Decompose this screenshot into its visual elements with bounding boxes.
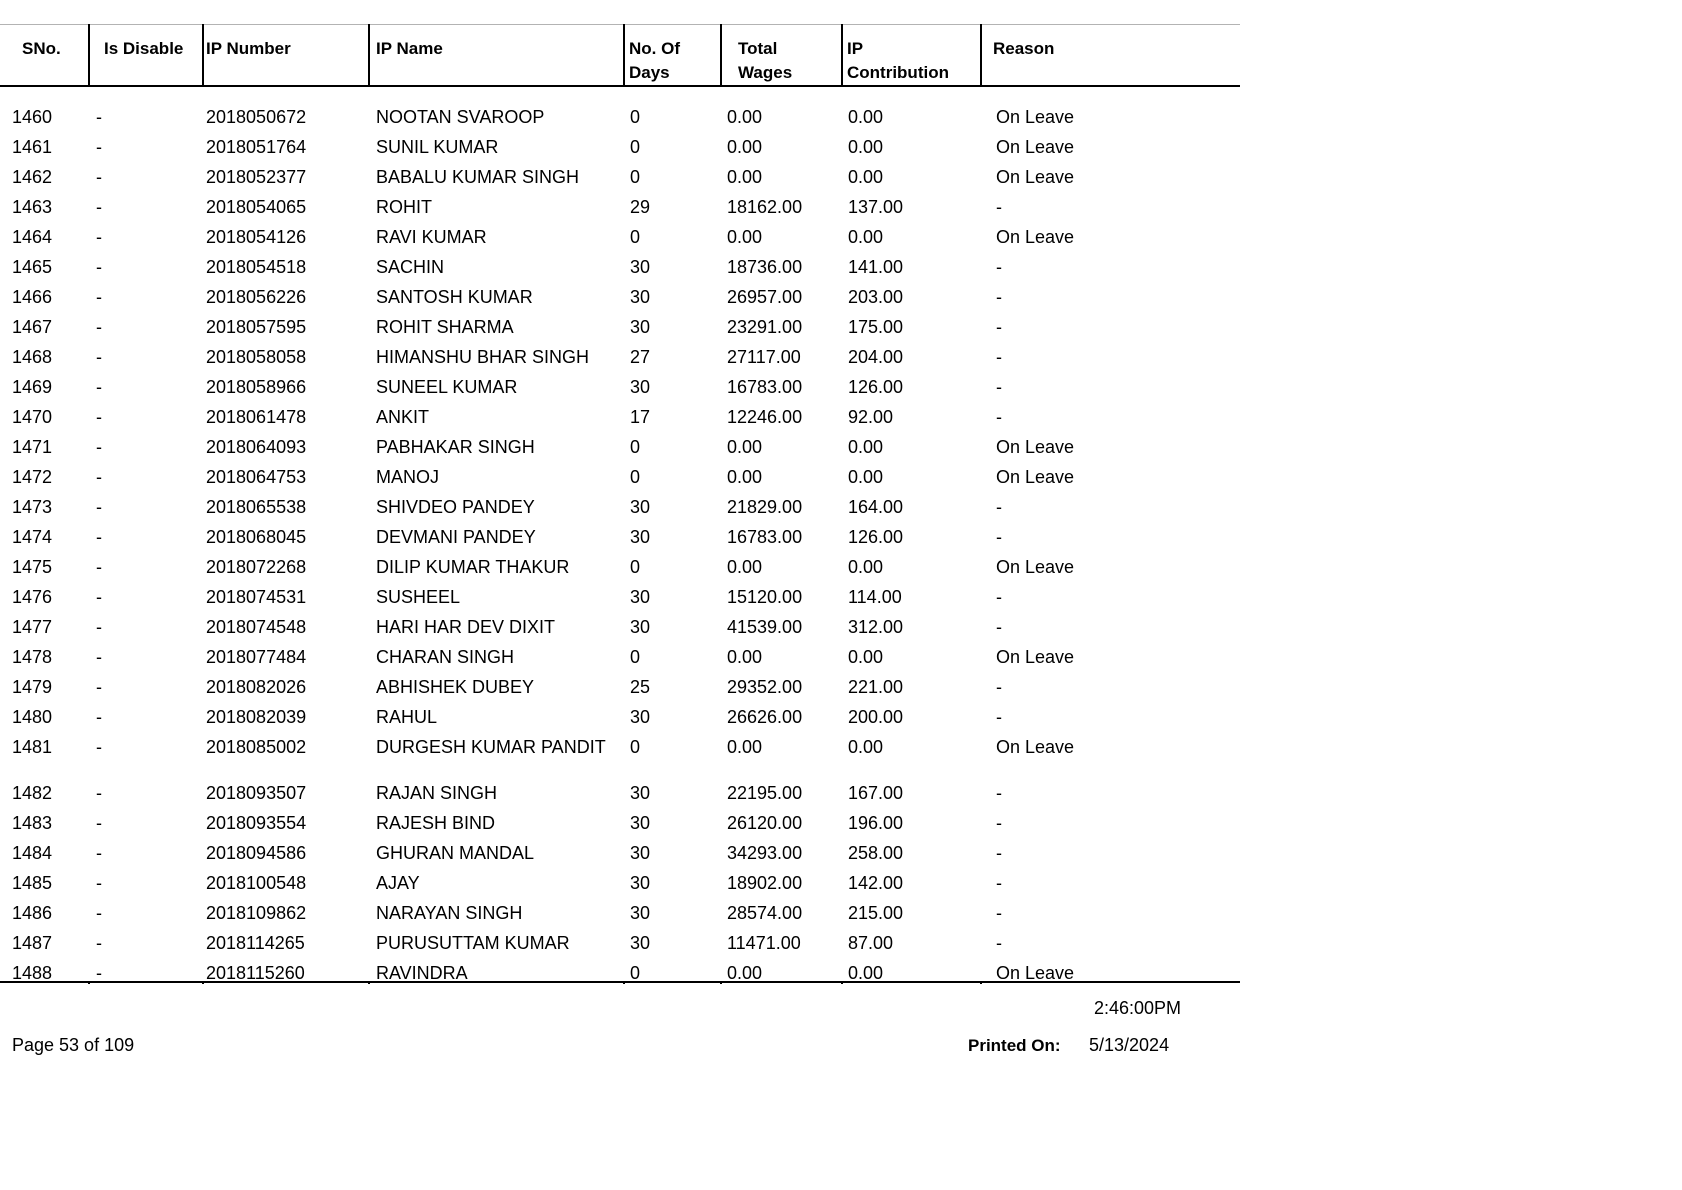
cell-days: 30 [630,377,651,397]
cell-reason: On Leave [996,227,1075,247]
cell-reason: - [996,707,1002,727]
table-row [0,676,1240,706]
cell-ip-number: 2018050672 [206,107,307,127]
cell-ip-number: 2018064753 [206,467,307,487]
cell-ip-name: ROHIT [376,197,432,217]
cell-wages: 22195.00 [727,783,803,803]
cell-sno: 1467 [12,317,53,337]
cell-contribution: 0.00 [848,437,884,457]
cell-ip-number: 2018077484 [206,647,307,667]
cell-is-disable: - [96,107,102,127]
cell-is-disable: - [96,197,102,217]
cell-days: 0 [630,167,641,187]
cell-ip-number: 2018054126 [206,227,307,247]
cell-wages: 12246.00 [727,407,803,427]
cell-ip-number: 2018093507 [206,783,307,803]
cell-contribution: 175.00 [848,317,904,337]
cell-wages: 0.00 [727,437,763,457]
table-row [0,962,1240,992]
cell-sno: 1475 [12,557,53,577]
cell-days: 17 [630,407,651,427]
cell-ip-name: NOOTAN SVAROOP [376,107,545,127]
cell-contribution: 126.00 [848,377,904,397]
cell-sno: 1482 [12,783,53,803]
table-row [0,496,1240,526]
cell-ip-number: 2018082039 [206,707,307,727]
cell-ip-number: 2018061478 [206,407,307,427]
cell-wages: 26120.00 [727,813,803,833]
table-row [0,526,1240,556]
cell-contribution: 203.00 [848,287,904,307]
cell-reason: - [996,677,1002,697]
cell-ip-name: BABALU KUMAR SINGH [376,167,580,187]
cell-is-disable: - [96,497,102,517]
cell-reason: - [996,933,1002,953]
cell-ip-number: 2018074531 [206,587,307,607]
cell-reason: - [996,587,1002,607]
cell-wages: 0.00 [727,737,763,757]
cell-ip-number: 2018093554 [206,813,307,833]
cell-sno: 1480 [12,707,53,727]
table-row [0,736,1240,766]
cell-ip-name: HIMANSHU BHAR SINGH [376,347,590,367]
cell-contribution: 114.00 [848,587,902,607]
column-divider [623,24,625,87]
cell-reason: - [996,873,1002,893]
cell-wages: 15120.00 [727,587,803,607]
cell-ip-number: 2018051764 [206,137,307,157]
cell-reason: - [996,903,1002,923]
cell-sno: 1486 [12,903,53,923]
cell-contribution: 312.00 [848,617,904,637]
cell-wages: 18902.00 [727,873,803,893]
cell-reason: - [996,617,1002,637]
cell-contribution: 164.00 [848,497,904,517]
cell-wages: 23291.00 [727,317,803,337]
header-total-wages: Total Wages [738,39,793,82]
table-top-rule [0,24,1240,25]
cell-sno: 1463 [12,197,53,217]
cell-ip-number: 2018057595 [206,317,307,337]
cell-days: 25 [630,677,651,697]
cell-days: 30 [630,527,651,547]
cell-wages: 0.00 [727,557,763,577]
table-row [0,466,1240,496]
cell-reason: - [996,257,1002,277]
table-row [0,196,1240,226]
cell-reason: On Leave [996,107,1075,127]
table-row [0,872,1240,902]
cell-days: 30 [630,287,651,307]
cell-reason: On Leave [996,557,1075,577]
cell-reason: On Leave [996,137,1075,157]
cell-contribution: 0.00 [848,467,884,487]
cell-days: 0 [630,467,641,487]
table-row [0,136,1240,166]
cell-days: 0 [630,647,641,667]
header-ip-contribution: IP Contribution [847,39,949,82]
table-row [0,376,1240,406]
column-divider [841,24,843,87]
cell-sno: 1476 [12,587,53,607]
cell-is-disable: - [96,227,102,247]
cell-contribution: 0.00 [848,737,884,757]
cell-ip-number: 2018054065 [206,197,307,217]
header-is-disable: Is Disable [104,39,184,58]
cell-ip-name: GHURAN MANDAL [376,843,535,863]
cell-is-disable: - [96,377,102,397]
cell-reason: - [996,377,1002,397]
cell-ip-name: SACHIN [376,257,445,277]
header-reason: Reason [993,39,1055,58]
table-row [0,286,1240,316]
cell-days: 30 [630,933,651,953]
cell-ip-number: 2018109862 [206,903,307,923]
cell-contribution: 137.00 [848,197,904,217]
cell-ip-name: ABHISHEK DUBEY [376,677,535,697]
cell-sno: 1483 [12,813,53,833]
cell-wages: 0.00 [727,963,763,983]
cell-ip-number: 2018074548 [206,617,307,637]
cell-reason: - [996,317,1002,337]
table-row [0,556,1240,586]
cell-ip-number: 2018068045 [206,527,307,547]
cell-days: 30 [630,843,651,863]
cell-days: 27 [630,347,651,367]
cell-reason: On Leave [996,167,1075,187]
column-divider [980,24,982,87]
cell-wages: 28574.00 [727,903,803,923]
cell-wages: 27117.00 [727,347,801,367]
printed-on-label: Printed On: [968,1036,1061,1055]
cell-ip-name: RAHUL [376,707,438,727]
cell-days: 0 [630,557,641,577]
table-row [0,106,1240,136]
table-row [0,782,1240,812]
cell-wages: 26626.00 [727,707,803,727]
table-row [0,316,1240,346]
cell-ip-name: SUNIL KUMAR [376,137,499,157]
cell-contribution: 0.00 [848,227,884,247]
cell-reason: - [996,407,1002,427]
cell-sno: 1465 [12,257,53,277]
cell-contribution: 196.00 [848,813,904,833]
cell-is-disable: - [96,467,102,487]
header-ip-number: IP Number [206,39,291,58]
cell-sno: 1464 [12,227,53,247]
cell-days: 29 [630,197,651,217]
cell-sno: 1462 [12,167,53,187]
cell-ip-name: SUNEEL KUMAR [376,377,518,397]
table-row [0,406,1240,436]
cell-contribution: 0.00 [848,647,884,667]
cell-is-disable: - [96,737,102,757]
cell-sno: 1478 [12,647,53,667]
table-row [0,646,1240,676]
cell-ip-number: 2018064093 [206,437,307,457]
header-no-of-days: No. Of Days [629,39,680,82]
table-row [0,586,1240,616]
cell-reason: On Leave [996,737,1075,757]
cell-is-disable: - [96,647,102,667]
cell-is-disable: - [96,557,102,577]
cell-sno: 1485 [12,873,53,893]
cell-ip-name: CHARAN SINGH [376,647,515,667]
cell-is-disable: - [96,813,102,833]
cell-sno: 1466 [12,287,53,307]
cell-contribution: 0.00 [848,963,884,983]
cell-ip-name: AJAY [376,873,420,893]
cell-is-disable: - [96,933,102,953]
cell-days: 30 [630,903,651,923]
cell-is-disable: - [96,843,102,863]
cell-sno: 1470 [12,407,53,427]
cell-ip-number: 2018082026 [206,677,307,697]
column-divider [368,24,370,87]
cell-contribution: 0.00 [848,107,884,127]
table-row [0,226,1240,256]
table-row [0,436,1240,466]
cell-reason: On Leave [996,467,1075,487]
cell-reason: - [996,843,1002,863]
cell-is-disable: - [96,407,102,427]
cell-is-disable: - [96,137,102,157]
cell-days: 30 [630,813,651,833]
table-row [0,256,1240,286]
cell-ip-name: ANKIT [376,407,430,427]
table-row [0,932,1240,962]
cell-wages: 29352.00 [727,677,803,697]
cell-is-disable: - [96,317,102,337]
cell-wages: 0.00 [727,647,763,667]
cell-is-disable: - [96,783,102,803]
cell-ip-name: RAJESH BIND [376,813,496,833]
cell-ip-name: SANTOSH KUMAR [376,287,533,307]
cell-sno: 1468 [12,347,53,367]
cell-ip-number: 2018114265 [206,933,305,953]
cell-is-disable: - [96,707,102,727]
table-row [0,902,1240,932]
cell-days: 0 [630,137,641,157]
cell-ip-name: RAVI KUMAR [376,227,487,247]
cell-ip-number: 2018072268 [206,557,307,577]
cell-is-disable: - [96,963,102,983]
header-ip-name: IP Name [376,39,443,58]
cell-ip-number: 2018058966 [206,377,307,397]
table-row [0,166,1240,196]
print-time: 2:46:00PM [1094,998,1182,1018]
cell-is-disable: - [96,677,102,697]
cell-ip-name: RAJAN SINGH [376,783,498,803]
cell-ip-name: NARAYAN SINGH [376,903,523,923]
cell-wages: 0.00 [727,467,763,487]
cell-sno: 1473 [12,497,53,517]
cell-is-disable: - [96,873,102,893]
cell-is-disable: - [96,587,102,607]
cell-reason: - [996,497,1002,517]
cell-days: 30 [630,617,651,637]
cell-days: 30 [630,257,651,277]
cell-contribution: 141.00 [848,257,904,277]
cell-wages: 0.00 [727,137,763,157]
cell-sno: 1474 [12,527,53,547]
cell-wages: 18736.00 [727,257,803,277]
column-divider [720,24,722,87]
table-row [0,842,1240,872]
cell-sno: 1484 [12,843,53,863]
table-row [0,616,1240,646]
cell-ip-name: PURUSUTTAM KUMAR [376,933,570,953]
cell-wages: 41539.00 [727,617,803,637]
cell-ip-number: 2018065538 [206,497,307,517]
cell-days: 30 [630,783,651,803]
cell-wages: 18162.00 [727,197,803,217]
cell-sno: 1472 [12,467,53,487]
cell-ip-name: SUSHEEL [376,587,461,607]
cell-contribution: 204.00 [848,347,904,367]
cell-days: 30 [630,317,651,337]
cell-ip-number: 2018054518 [206,257,307,277]
cell-days: 0 [630,963,641,983]
cell-wages: 16783.00 [727,377,803,397]
cell-contribution: 0.00 [848,167,884,187]
cell-is-disable: - [96,347,102,367]
table-row [0,346,1240,376]
cell-sno: 1471 [12,437,53,457]
cell-contribution: 92.00 [848,407,894,427]
cell-sno: 1488 [12,963,53,983]
cell-ip-name: SHIVDEO PANDEY [376,497,535,517]
cell-ip-name: DEVMANI PANDEY [376,527,536,547]
cell-days: 30 [630,587,651,607]
cell-ip-number: 2018100548 [206,873,307,893]
cell-ip-name: MANOJ [376,467,439,487]
cell-days: 30 [630,873,651,893]
cell-sno: 1481 [12,737,53,757]
cell-is-disable: - [96,287,102,307]
cell-contribution: 142.00 [848,873,904,893]
cell-reason: - [996,813,1002,833]
cell-contribution: 200.00 [848,707,904,727]
cell-wages: 26957.00 [727,287,803,307]
cell-sno: 1460 [12,107,53,127]
cell-reason: On Leave [996,647,1075,667]
cell-wages: 21829.00 [727,497,803,517]
cell-ip-number: 2018056226 [206,287,307,307]
table-row [0,812,1240,842]
cell-ip-name: PABHAKAR SINGH [376,437,535,457]
cell-days: 0 [630,737,641,757]
column-divider [88,24,90,87]
cell-ip-name: DILIP KUMAR THAKUR [376,557,570,577]
cell-sno: 1477 [12,617,53,637]
cell-is-disable: - [96,617,102,637]
cell-is-disable: - [96,903,102,923]
cell-is-disable: - [96,437,102,457]
cell-wages: 11471.00 [727,933,801,953]
cell-reason: - [996,347,1002,367]
cell-reason: On Leave [996,437,1075,457]
cell-contribution: 126.00 [848,527,904,547]
cell-contribution: 215.00 [848,903,904,923]
cell-sno: 1487 [12,933,53,953]
cell-wages: 0.00 [727,167,763,187]
cell-reason: - [996,287,1002,307]
cell-is-disable: - [96,167,102,187]
cell-contribution: 0.00 [848,137,884,157]
cell-ip-number: 2018115260 [206,963,305,983]
cell-wages: 34293.00 [727,843,803,863]
header-bottom-rule [0,85,1240,87]
printed-on-date: 5/13/2024 [1089,1035,1170,1055]
cell-ip-name: DURGESH KUMAR PANDIT [376,737,606,757]
cell-contribution: 221.00 [848,677,904,697]
cell-ip-number: 2018094586 [206,843,307,863]
cell-contribution: 167.00 [848,783,904,803]
cell-ip-number: 2018052377 [206,167,307,187]
cell-sno: 1469 [12,377,53,397]
table-row [0,706,1240,736]
cell-contribution: 0.00 [848,557,884,577]
cell-contribution: 258.00 [848,843,904,863]
cell-ip-number: 2018085002 [206,737,307,757]
cell-reason: On Leave [996,963,1075,983]
header-sno: SNo. [22,39,61,58]
column-divider [202,24,204,87]
cell-ip-name: HARI HAR DEV DIXIT [376,617,556,637]
cell-is-disable: - [96,257,102,277]
cell-contribution: 87.00 [848,933,894,953]
cell-days: 30 [630,497,651,517]
cell-days: 0 [630,107,641,127]
cell-sno: 1479 [12,677,53,697]
cell-reason: - [996,197,1002,217]
cell-ip-number: 2018058058 [206,347,307,367]
page-number: Page 53 of 109 [12,1035,135,1055]
cell-wages: 16783.00 [727,527,803,547]
cell-reason: - [996,783,1002,803]
cell-is-disable: - [96,527,102,547]
cell-wages: 0.00 [727,227,763,247]
cell-days: 0 [630,437,641,457]
cell-ip-name: ROHIT SHARMA [376,317,514,337]
cell-ip-name: RAVINDRA [376,963,468,983]
cell-days: 30 [630,707,651,727]
cell-wages: 0.00 [727,107,763,127]
cell-reason: - [996,527,1002,547]
cell-days: 0 [630,227,641,247]
cell-sno: 1461 [12,137,53,157]
